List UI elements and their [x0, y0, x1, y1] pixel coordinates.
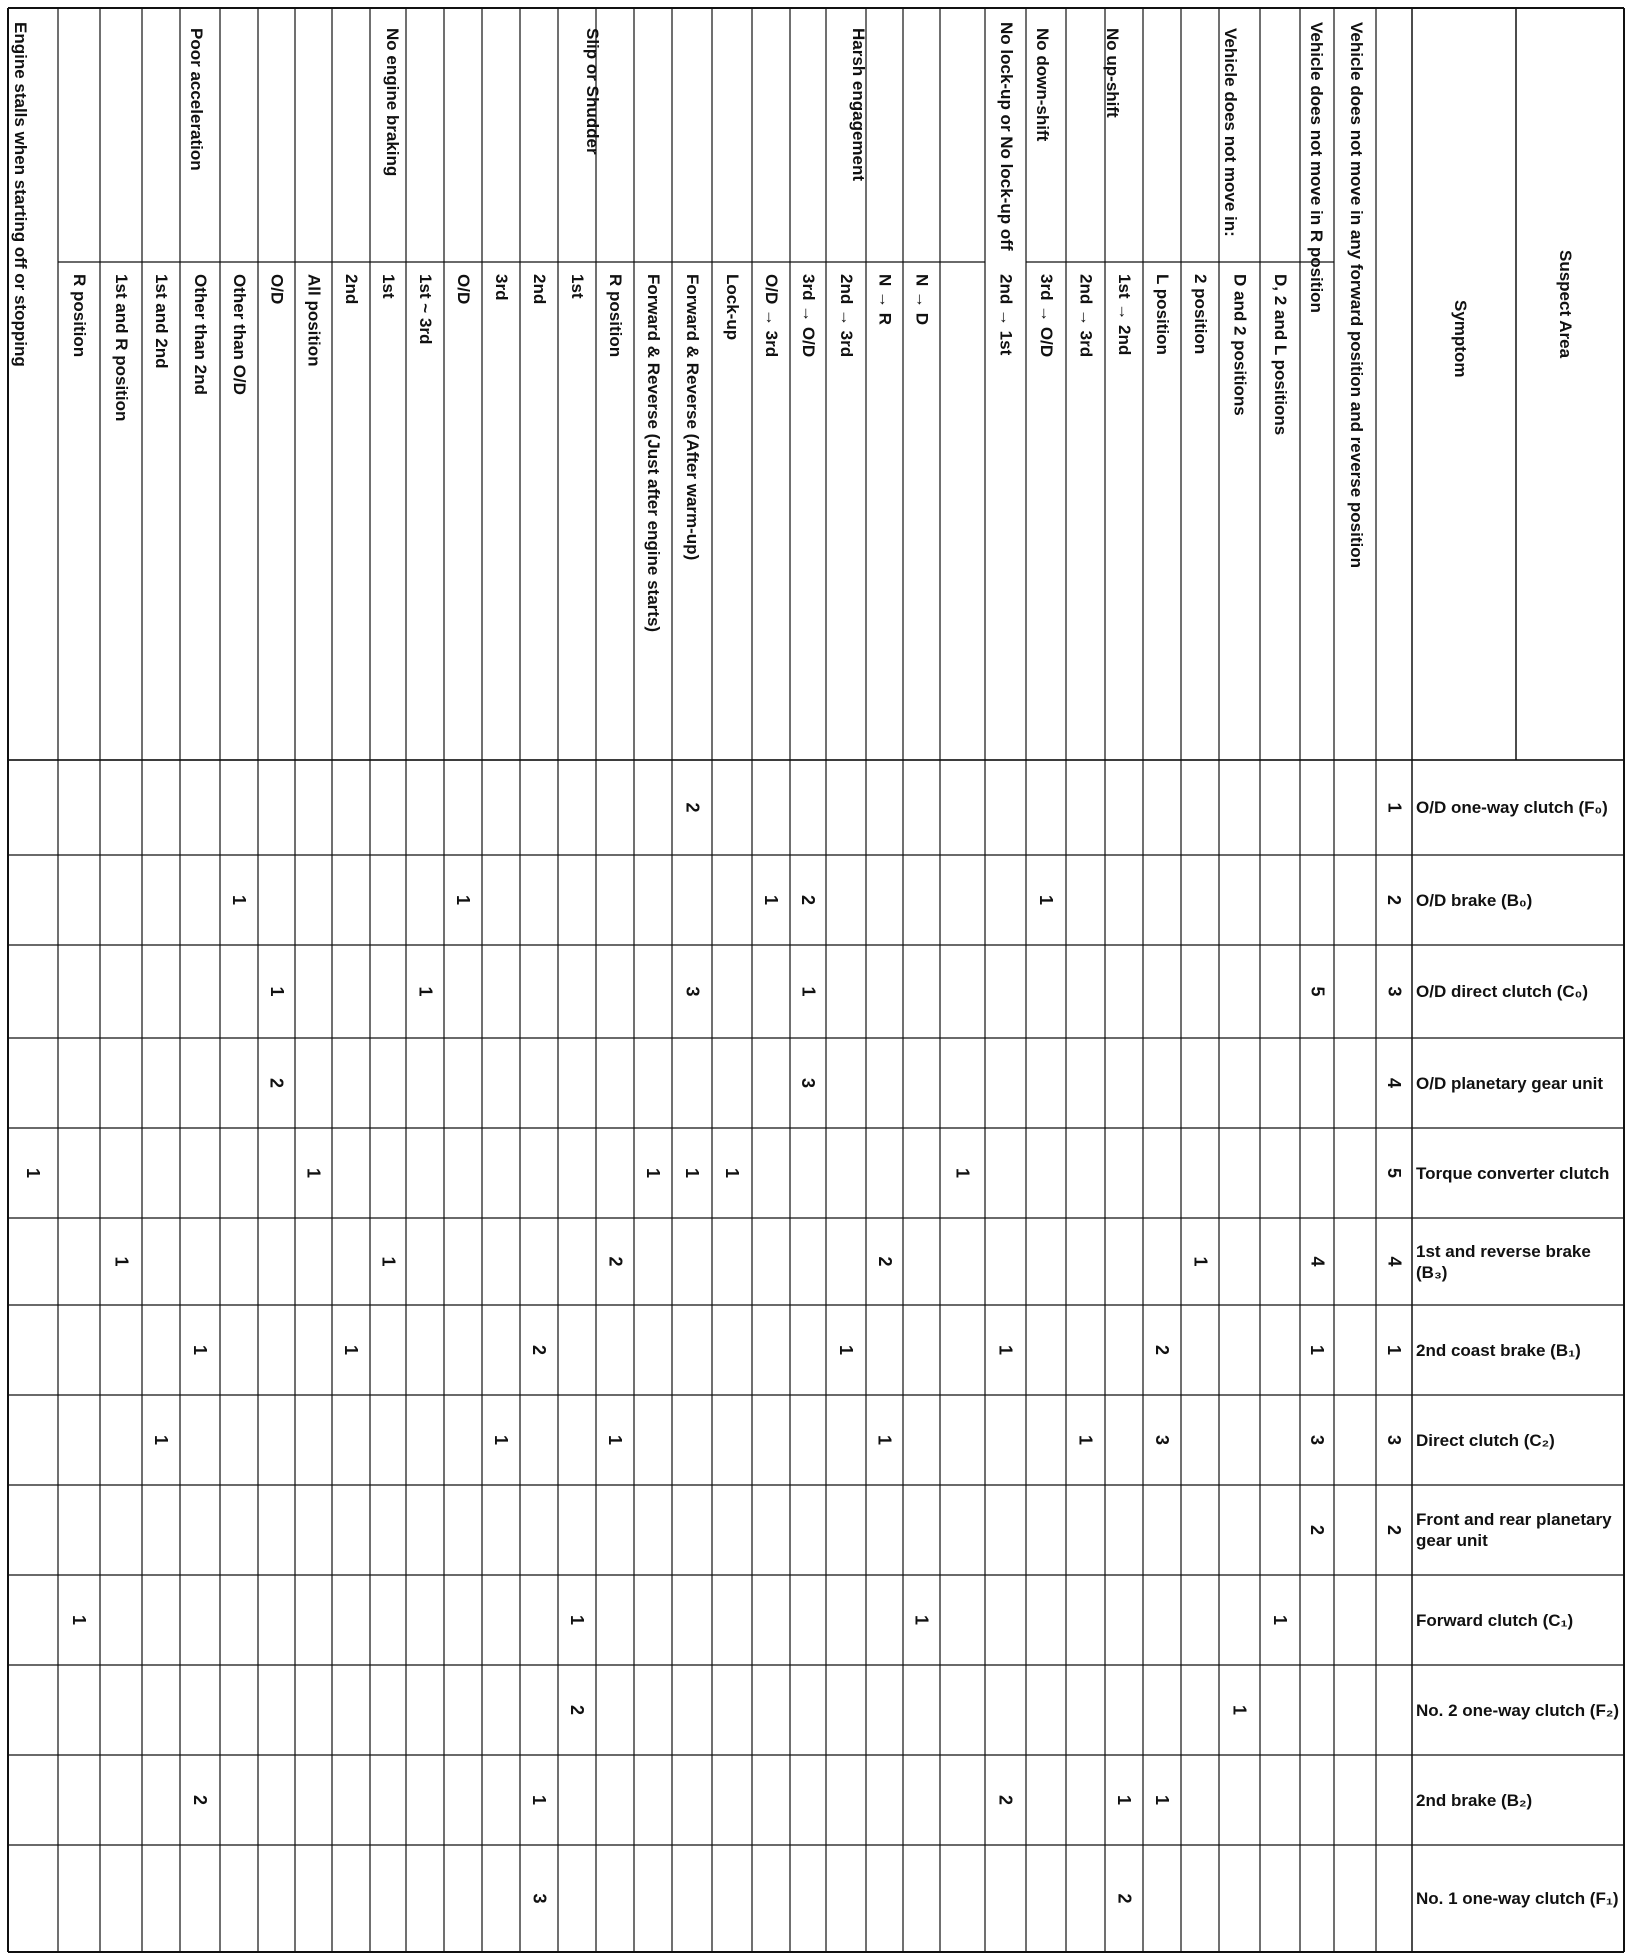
symptom-label: N → D: [912, 274, 932, 325]
symptom-label: O/D → 3rd: [762, 274, 781, 358]
matrix-value: 1: [722, 1167, 743, 1178]
matrix-value: 3: [1152, 1434, 1173, 1445]
symptom-label: L position: [1153, 274, 1172, 355]
matrix-value: 1: [761, 894, 782, 905]
matrix-value: 1: [1230, 1704, 1250, 1715]
symptom-label: Other than 2nd: [191, 274, 210, 395]
matrix-value: 2: [798, 894, 819, 905]
matrix-value: 2: [529, 1344, 550, 1355]
symptom-label: 1st: [568, 274, 587, 299]
matrix-value: 1: [567, 1614, 588, 1625]
symptom-group-label: No engine braking: [383, 28, 402, 177]
symptom-label: R position: [70, 274, 89, 358]
part-index: 1: [1384, 802, 1405, 813]
matrix-value: 1: [798, 986, 819, 997]
symptom-header: Symptom: [1451, 300, 1470, 378]
symptom-label: Vehicle does not move in any forward position and reverse position: [1347, 22, 1366, 569]
part-label: No. 2 one-way clutch (F₂): [1416, 1700, 1620, 1720]
matrix-value: 2: [875, 1256, 895, 1267]
symptom-group-label: No down-shift: [1033, 28, 1052, 142]
matrix-value: 1: [23, 1167, 44, 1178]
matrix-value: 1: [875, 1434, 895, 1445]
symptom-label: 1st and R position: [112, 274, 131, 422]
matrix-value: 1: [415, 986, 436, 997]
symptom-label: All position: [304, 274, 324, 367]
matrix-value: 1: [151, 1434, 172, 1445]
matrix-value: 1: [1076, 1434, 1096, 1445]
matrix-value: 1: [69, 1614, 90, 1625]
symptom-label: Engine stalls when starting off or stopping: [11, 22, 30, 367]
symptom-label: 1st and 2nd: [152, 274, 171, 369]
symptom-label: O/D: [267, 274, 287, 305]
matrix-value: 3: [529, 1893, 550, 1904]
part-index: 5: [1384, 1167, 1405, 1178]
symptom-label: 2nd: [530, 274, 549, 305]
part-label: O/D planetary gear unit: [1416, 1073, 1604, 1093]
symptom-label: Other than O/D: [230, 274, 249, 395]
part-label: Direct clutch (C₂): [1416, 1430, 1555, 1450]
symptom-group-label: No up-shift: [1103, 28, 1122, 118]
symptom-label: 2 position: [1191, 274, 1210, 355]
matrix-value: 2: [996, 1794, 1016, 1805]
matrix-value: 2: [682, 802, 703, 813]
symptom-label: 1st ~ 3rd: [416, 274, 435, 345]
matrix-value: 1: [836, 1344, 857, 1355]
matrix-value: 1: [378, 1256, 399, 1267]
matrix-value: 1: [267, 986, 287, 997]
part-index: 4: [1384, 1256, 1405, 1267]
matrix-value: 1: [1114, 1794, 1135, 1805]
symptom-label: 2nd: [342, 274, 361, 305]
matrix-value: 1: [1190, 1256, 1211, 1267]
matrix-value: 2: [1114, 1893, 1135, 1904]
part-index: 2: [1384, 1524, 1405, 1535]
matrix-value: 1: [304, 1167, 324, 1178]
part-label: 1st and reverse brake (B₃): [1416, 1241, 1591, 1282]
symptom-group-label: Poor acceleration: [187, 28, 206, 171]
part-label: Torque converter clutch: [1416, 1163, 1610, 1183]
symptom-label: 1st: [379, 274, 398, 299]
matrix-value: 2: [1152, 1344, 1173, 1355]
symptom-label: O/D: [454, 274, 473, 305]
matrix-value: 4: [1307, 1256, 1328, 1267]
part-index: 3: [1384, 986, 1405, 997]
symptom-group-label: Harsh engagement: [849, 28, 868, 182]
symptom-label: D and 2 positions: [1230, 274, 1250, 416]
part-label: No. 1 one-way clutch (F₁): [1416, 1889, 1619, 1908]
symptom-label: 3rd → O/D: [1037, 274, 1056, 358]
suspect-area-header: Suspect Area: [1556, 250, 1575, 359]
matrix-value: 1: [1036, 894, 1057, 905]
symptom-group-label: Vehicle does not move in:: [1221, 28, 1240, 237]
matrix-value: 1: [529, 1794, 550, 1805]
symptom-label: 3rd → O/D: [799, 274, 818, 358]
matrix-value: 5: [1307, 986, 1328, 997]
matrix-value: 1: [453, 894, 474, 905]
symptom-label: Forward & Reverse (After warm-up): [683, 274, 702, 561]
matrix-value: 1: [229, 894, 250, 905]
part-index: 2: [1384, 894, 1405, 905]
symptom-label: No lock-up or No lock-up off: [997, 22, 1016, 251]
symptom-label: 3rd: [492, 274, 511, 301]
matrix-value: 1: [682, 1167, 703, 1178]
part-label: 2nd coast brake (B₁): [1416, 1340, 1581, 1360]
symptom-label: 2nd → 1st: [996, 274, 1016, 356]
part-label: Forward clutch (C₁): [1416, 1610, 1574, 1630]
matrix-value: 2: [190, 1794, 211, 1805]
matrix-value: 1: [912, 1614, 932, 1625]
matrix-value: 3: [1307, 1434, 1328, 1445]
symptom-label: Lock-up: [723, 274, 742, 341]
part-index: 1: [1384, 1344, 1405, 1355]
matrix-value: 3: [798, 1077, 819, 1088]
symptom-label: D, 2 and L positions: [1271, 274, 1290, 436]
symptom-label: N → R: [875, 274, 895, 325]
part-label: 2nd brake (B₂): [1416, 1790, 1533, 1810]
matrix-value: 1: [953, 1167, 973, 1178]
matrix-value: 1: [1307, 1344, 1328, 1355]
part-index: 4: [1384, 1077, 1405, 1088]
matrix-value: 1: [643, 1167, 664, 1178]
symptom-group-label: Slip or Shudder: [583, 28, 602, 155]
part-index: 3: [1384, 1434, 1405, 1445]
symptom-label: 1st → 2nd: [1115, 274, 1134, 356]
matrix-value: 1: [491, 1434, 512, 1445]
matrix-value: 3: [682, 986, 703, 997]
matrix-value: 1: [996, 1344, 1016, 1355]
symptom-label: R position: [606, 274, 625, 358]
matrix-value: 1: [111, 1256, 132, 1267]
symptom-label: Vehicle does not move in R position: [1307, 22, 1326, 313]
symptom-label: 2nd → 3rd: [837, 274, 856, 358]
part-label: O/D brake (B₀): [1416, 890, 1533, 910]
part-label: O/D one-way clutch (F₀): [1416, 798, 1608, 817]
matrix-value: 2: [605, 1256, 626, 1267]
matrix-value: 2: [267, 1077, 287, 1088]
matrix-value: 1: [1270, 1614, 1291, 1625]
matrix-value: 1: [605, 1434, 626, 1445]
matrix-value: 1: [341, 1344, 362, 1355]
part-label: O/D direct clutch (C₀): [1416, 982, 1589, 1001]
symptom-label: 2nd → 3rd: [1076, 274, 1096, 358]
matrix-value: 1: [190, 1344, 211, 1355]
symptom-label: Forward & Reverse (Just after engine starts): [644, 274, 663, 633]
matrix-value: 1: [1152, 1794, 1173, 1805]
part-label: Front and rear planetary gear unit: [1416, 1510, 1612, 1550]
matrix-value: 2: [567, 1704, 588, 1715]
matrix-value: 2: [1307, 1524, 1328, 1535]
